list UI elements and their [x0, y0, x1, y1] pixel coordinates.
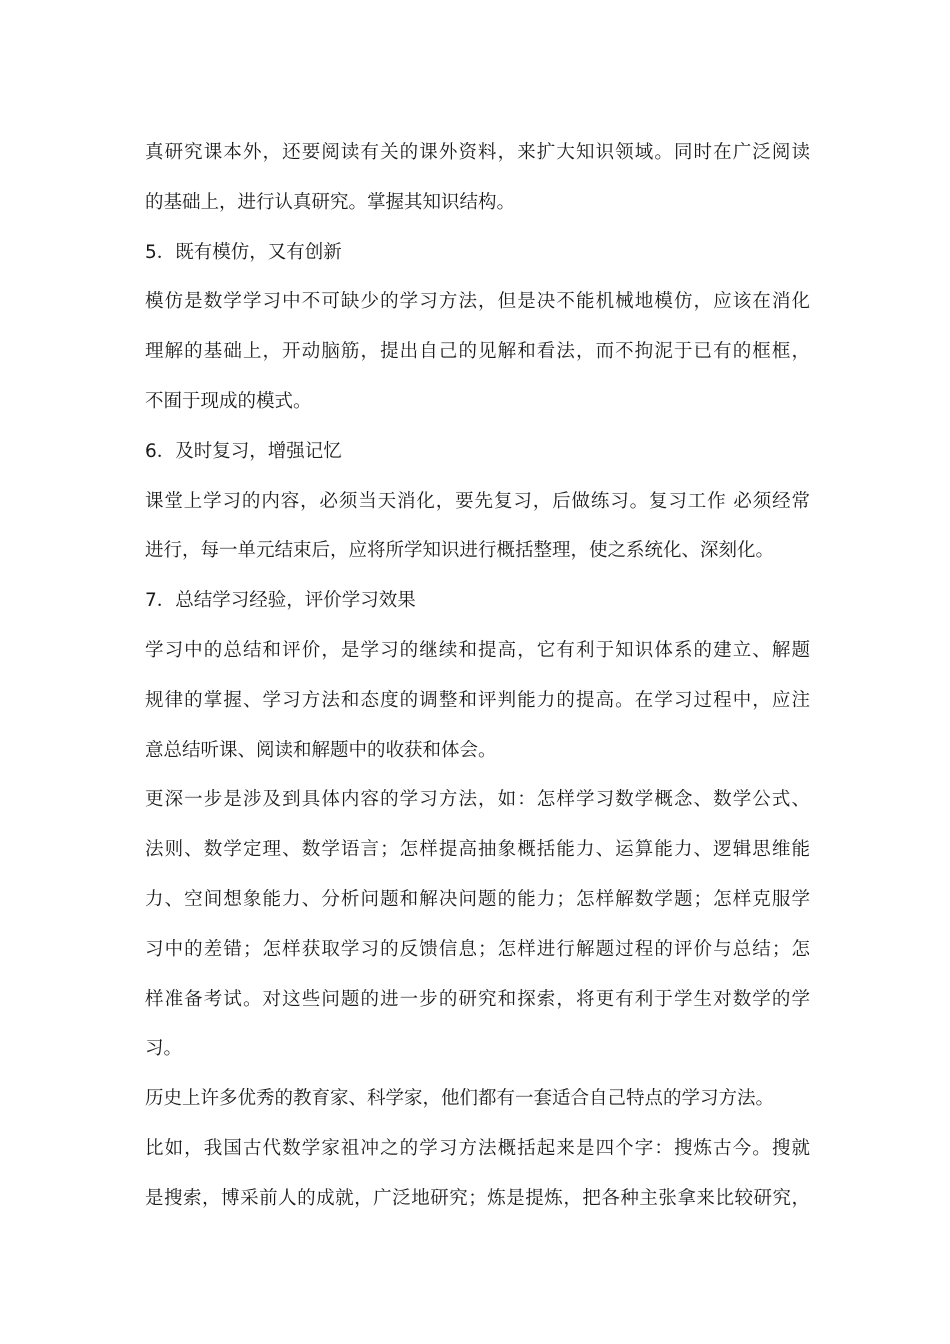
document-page	[145, 128, 810, 1224]
text-line: 比如，我国古代数学家祖冲之的学习方法概括起来是四个字：搜炼古今。搜就	[145, 1137, 810, 1159]
section-heading: 7．总结学习经验，评价学习效果	[145, 590, 416, 612]
text-line: 历史上许多优秀的教育家、科学家，他们都有一套适合自己特点的学习方法。	[145, 1088, 775, 1110]
text-line: 习中的差错；怎样获取学习的反馈信息；怎样进行解题过程的评价与总结；怎	[145, 938, 810, 960]
text-line: 模仿是数学学习中不可缺少的学习方法，但是决不能机械地模仿，应该在消化	[145, 291, 810, 313]
text-line: 不囿于现成的模式。	[145, 390, 312, 412]
section-heading: 6．及时复习，增强记忆	[145, 440, 342, 462]
text-line: 进行，每一单元结束后，应将所学知识进行概括整理，使之系统化、深刻化。	[145, 540, 775, 562]
text-line: 力、空间想象能力、分析问题和解决问题的能力；怎样解数学题；怎样克服学	[145, 888, 810, 910]
text-line: 是搜索，博采前人的成就，广泛地研究；炼是提炼，把各种主张拿来比较研究，	[145, 1187, 810, 1209]
section-heading: 5．既有模仿，又有创新	[145, 241, 342, 263]
text-line: 的基础上，进行认真研究。掌握其知识结构。	[145, 191, 516, 213]
text-line: 法则、数学定理、数学语言；怎样提高抽象概括能力、运算能力、逻辑思维能	[145, 839, 810, 861]
text-line: 课堂上学习的内容，必须当天消化，要先复习，后做练习。复习工作 必须经常	[145, 490, 810, 512]
text-line: 习。	[145, 1038, 183, 1060]
text-line: 真研究课本外，还要阅读有关的课外资料，来扩大知识领域。同时在广泛阅读	[145, 142, 810, 163]
text-line: 学习中的总结和评价，是学习的继续和提高，它有利于知识体系的建立、解题	[145, 639, 810, 661]
text-line: 样准备考试。对这些问题的进一步的研究和探索，将更有利于学生对数学的学	[145, 988, 810, 1010]
text-line: 理解的基础上，开动脑筋，提出自己的见解和看法，而不拘泥于已有的框框，	[145, 341, 810, 363]
text-line: 意总结听课、阅读和解题中的收获和体会。	[145, 739, 497, 761]
text-line: 更深一步是涉及到具体内容的学习方法，如：怎样学习数学概念、数学公式、	[145, 789, 810, 811]
text-line: 规律的掌握、学习方法和态度的调整和评判能力的提高。在学习过程中，应注	[145, 689, 810, 711]
